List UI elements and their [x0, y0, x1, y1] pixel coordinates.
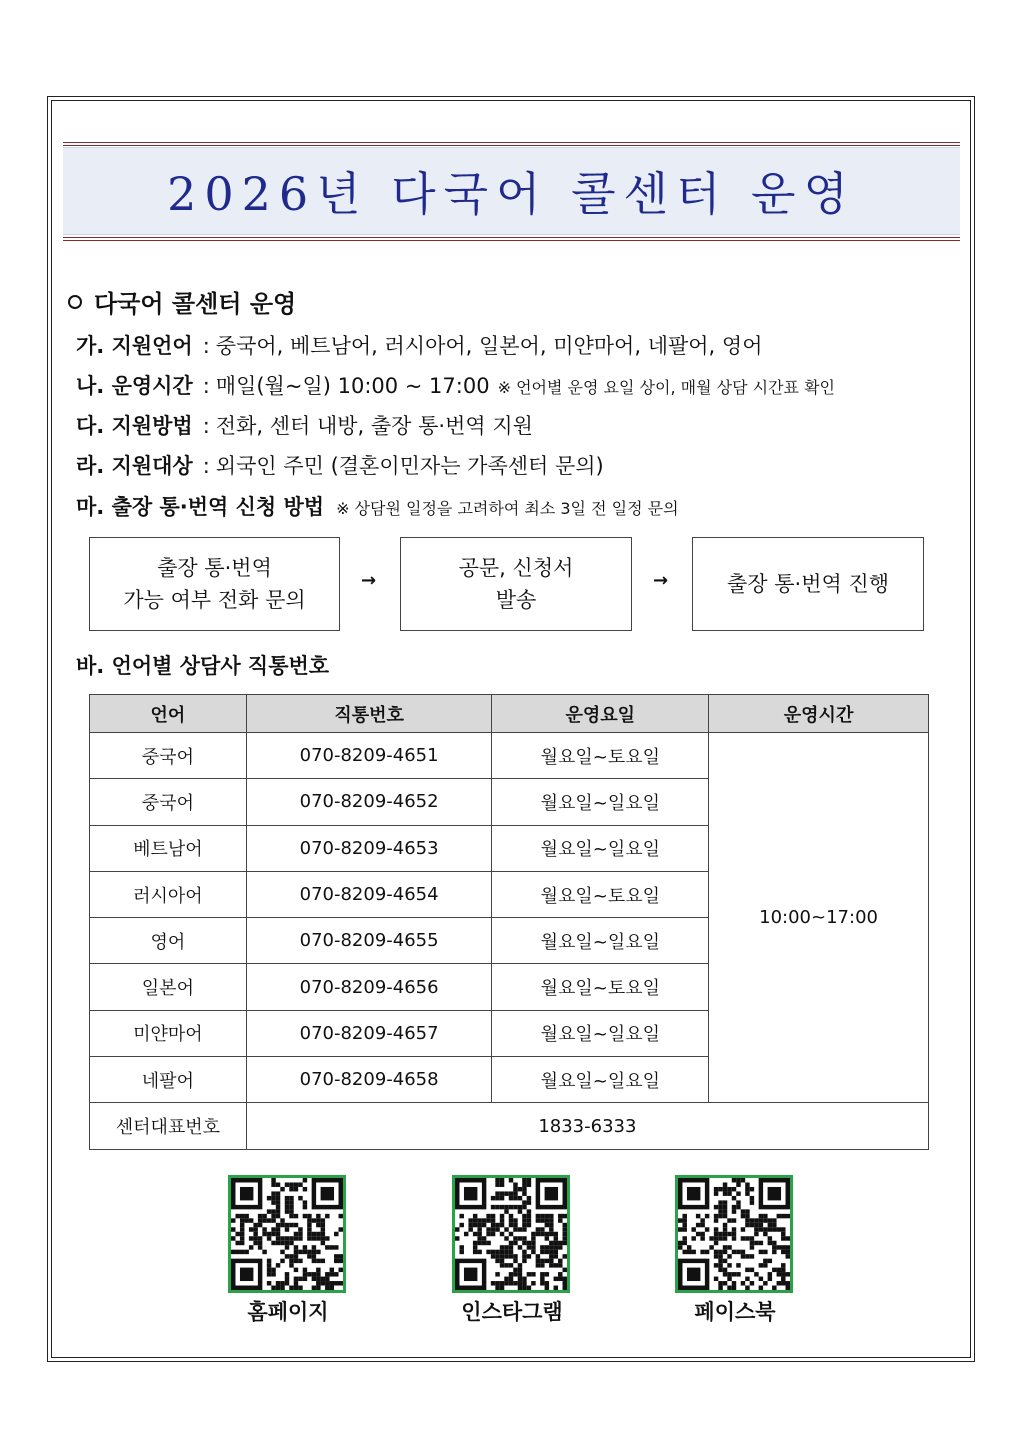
- cell-phone: 070-8209-4652: [246, 779, 492, 825]
- info-item-request: [76, 493, 679, 523]
- item-colon: :: [202, 454, 210, 478]
- qr-code-icon: [455, 1178, 567, 1290]
- table-row: [90, 733, 929, 779]
- item-value: 외국인 주민 (결혼이민자는 가족센터 문의): [215, 454, 604, 478]
- item-note: ※ 언어별 운영 요일 상이, 매월 상담 시간표 확인: [497, 378, 835, 397]
- facebook-qr-code[interactable]: [675, 1175, 793, 1293]
- info-item-hours: [76, 372, 835, 402]
- item-colon: :: [202, 334, 210, 358]
- title-banner: [63, 147, 960, 235]
- info-item-language: [76, 332, 762, 360]
- item-label: 가. 지원언어: [76, 334, 193, 358]
- cell-language: 베트남어: [90, 825, 247, 871]
- info-item-target: [76, 452, 604, 480]
- column-header-days: 운영요일: [492, 695, 709, 733]
- cell-phone: 070-8209-4657: [246, 1010, 492, 1056]
- item-value: 전화, 센터 내방, 출장 통·번역 지원: [215, 414, 533, 438]
- column-header-phone: 직통번호: [246, 695, 492, 733]
- item-label: 나. 운영시간: [76, 374, 193, 398]
- item-colon: :: [202, 374, 210, 398]
- table-heading: 바. 언어별 상담사 직통번호: [76, 654, 330, 678]
- qr-label-homepage: 홈페이지: [247, 1300, 329, 1324]
- direct-number-table: [89, 694, 929, 1150]
- homepage-qr-code[interactable]: [228, 1175, 346, 1293]
- cell-days: 월요일~일요일: [492, 918, 709, 964]
- column-header-hours: 운영시간: [709, 695, 929, 733]
- page-title: 2026년 다국어 콜센터 운영: [167, 167, 856, 221]
- cell-language: 일본어: [90, 964, 247, 1010]
- item-label: 다. 지원방법: [76, 414, 193, 438]
- cell-hours: 10:00~17:00: [709, 733, 929, 1103]
- cell-language: 중국어: [90, 779, 247, 825]
- arrow-right-icon: →: [653, 570, 669, 591]
- item-value: 중국어, 베트남어, 러시아어, 일본어, 미얀마어, 네팔어, 영어: [215, 334, 763, 358]
- cell-days: 월요일~토요일: [492, 964, 709, 1010]
- flow-step-1: 출장 통·번역 가능 여부 전화 문의: [89, 537, 340, 631]
- cell-language: 중국어: [90, 733, 247, 779]
- cell-days: 월요일~일요일: [492, 1057, 709, 1103]
- cell-phone: 070-8209-4653: [246, 825, 492, 871]
- cell-phone: 070-8209-4654: [246, 871, 492, 917]
- item-value: 매일(월~일) 10:00 ~ 17:00: [215, 374, 490, 398]
- cell-language: 미얀마어: [90, 1010, 247, 1056]
- flow-step-2: 공문, 신청서 발송: [400, 537, 632, 631]
- section-heading: [68, 284, 296, 319]
- flow-step-3: 출장 통·번역 진행: [692, 537, 924, 631]
- circle-bullet-icon: [68, 295, 82, 309]
- cell-center-number: 1833-6333: [246, 1103, 928, 1149]
- section-heading-text: 다국어 콜센터 운영: [94, 290, 297, 318]
- cell-phone: 070-8209-4651: [246, 733, 492, 779]
- table-footer-row: [90, 1103, 929, 1149]
- arrow-right-icon: →: [361, 570, 377, 591]
- cell-days: 월요일~일요일: [492, 825, 709, 871]
- qr-label-instagram: 인스타그램: [461, 1300, 563, 1324]
- title-rule-bottom: [63, 237, 960, 238]
- item-colon: :: [202, 414, 210, 438]
- cell-phone: 070-8209-4655: [246, 918, 492, 964]
- cell-language: 영어: [90, 918, 247, 964]
- qr-code-icon: [231, 1178, 343, 1290]
- cell-language: 러시아어: [90, 871, 247, 917]
- column-header-language: 언어: [90, 695, 247, 733]
- item-label: 라. 지원대상: [76, 454, 193, 478]
- instagram-qr-code[interactable]: [452, 1175, 570, 1293]
- cell-language: 네팔어: [90, 1057, 247, 1103]
- cell-center-label: 센터대표번호: [90, 1103, 247, 1149]
- info-item-method: [76, 412, 533, 440]
- table-header-row: [90, 695, 929, 733]
- qr-code-icon: [678, 1178, 790, 1290]
- title-rule-top-2: [63, 145, 960, 146]
- qr-label-facebook: 페이스북: [694, 1300, 776, 1324]
- cell-days: 월요일~일요일: [492, 1010, 709, 1056]
- cell-days: 월요일~일요일: [492, 779, 709, 825]
- title-rule-bottom-2: [63, 240, 960, 241]
- item-note: ※ 상담원 일정을 고려하여 최소 3일 전 일정 문의: [336, 499, 679, 518]
- cell-phone: 070-8209-4656: [246, 964, 492, 1010]
- cell-phone: 070-8209-4658: [246, 1057, 492, 1103]
- title-rule-top: [63, 142, 960, 143]
- cell-days: 월요일~토요일: [492, 733, 709, 779]
- cell-days: 월요일~토요일: [492, 871, 709, 917]
- item-label: 마. 출장 통·번역 신청 방법: [76, 495, 325, 519]
